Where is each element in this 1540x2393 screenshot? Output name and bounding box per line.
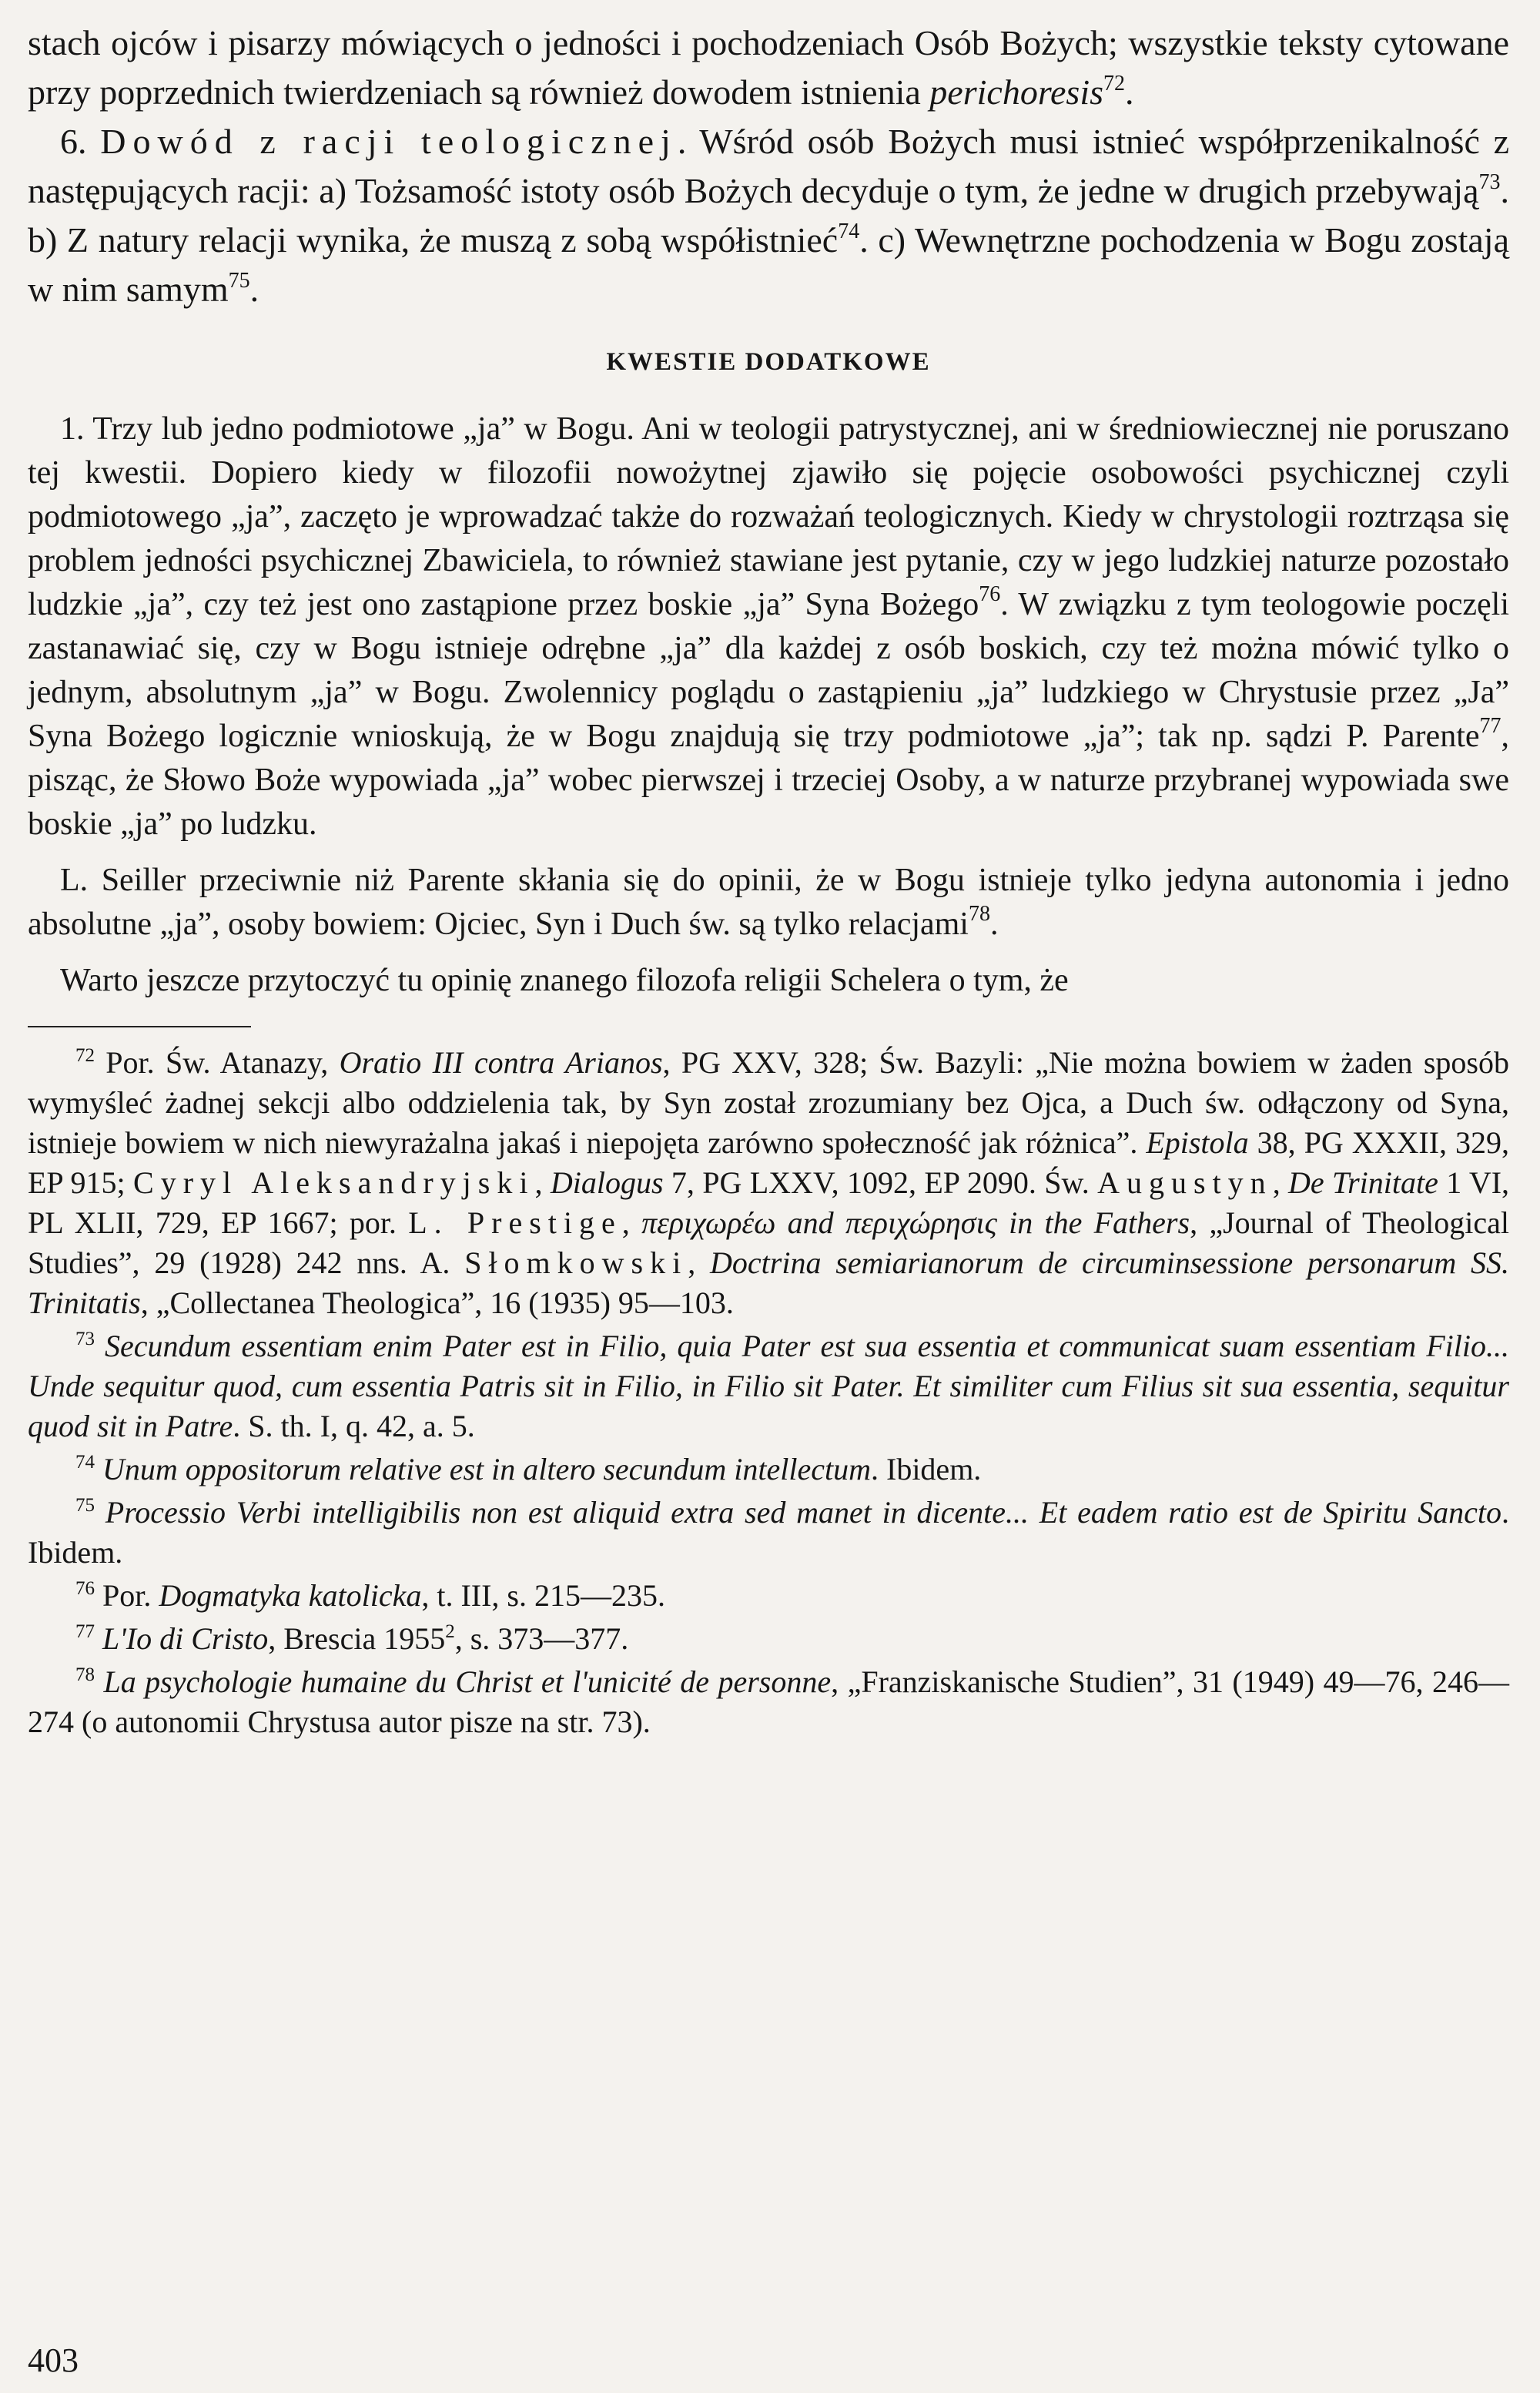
text-run: . S. th. I, q. 42, a. 5. — [233, 1409, 475, 1443]
footnote-73 — [28, 1326, 1509, 1446]
text-run: , „Journal of Theological Studies”, 29 (1928) 242 nns. A. — [28, 1205, 1510, 1280]
paragraph-continuation — [28, 18, 1509, 117]
text-run: , t. III, s. 215—235. — [421, 1578, 665, 1613]
italic-title: Dialogus — [550, 1165, 664, 1200]
additional-questions-text — [28, 407, 1509, 1003]
spaced-author: Augustyn — [1097, 1165, 1273, 1200]
italic-title: L'Io di Cristo — [95, 1621, 269, 1656]
text-run: , — [688, 1245, 711, 1280]
footnote-separator — [28, 1026, 251, 1027]
text-run: , pisząc, że Słowo Boże wypowiada „ja” wobec pierwszej i trzeciej Osoby, a w naturze przybranej wypowiada swe boskie „ja” po ludzku. — [28, 719, 1509, 842]
footnote-ref[interactable]: 77 — [1479, 714, 1502, 738]
text-run: , — [534, 1165, 551, 1200]
text-run: . — [249, 270, 259, 309]
italic-title: περιχωρέω and περιχώρησις in the Fathers — [641, 1205, 1190, 1240]
text-run: 7, PG LXXV, 1092, EP 2090. Św. — [663, 1165, 1098, 1200]
text-run: . — [1125, 72, 1134, 112]
footnote-number: 78 — [75, 1664, 95, 1685]
italic-title: De Trinitate — [1288, 1165, 1438, 1200]
text-run: stach ojców i pisarzy mówiących o jedności i pochodzeniach Osób Bożych; wszystkie teksty cytowane przy poprzednich twierdzeniach są również dowodem istnienia — [28, 23, 1509, 112]
paragraph-seiller — [28, 859, 1509, 947]
footnote-ref[interactable]: 73 — [1478, 170, 1501, 194]
text-run: Por. Św. Atanazy, — [95, 1045, 340, 1080]
paragraph-question-1 — [28, 407, 1509, 846]
italic-title: Oratio III contra Arianos — [339, 1045, 663, 1080]
text-run: . Ibidem. — [871, 1452, 982, 1486]
main-text — [28, 18, 1509, 314]
footnote-number: 72 — [75, 1045, 95, 1066]
footnote-78 — [28, 1662, 1509, 1742]
italic-title: Dogmatyka katolicka — [159, 1578, 422, 1613]
footnote-75 — [28, 1493, 1509, 1573]
paragraph-number: 6. — [60, 122, 101, 161]
footnote-ref[interactable]: 72 — [1103, 72, 1126, 96]
text-run: , Brescia 1955 — [268, 1621, 446, 1656]
footnote-number: 75 — [75, 1495, 95, 1516]
footnote-72 — [28, 1043, 1509, 1323]
paragraph-theological-proof — [28, 117, 1509, 314]
italic-quote: Secundum essentiam enim Pater est in Filio, quia Pater est sua essentia et communicat suam essentiam Filio... Unde sequitur quod, cum essentia Patris sit in Filio, in Filio sit Pater. Et similiter cum Filius sit sua essentia, sequitur quod sit in Patre — [28, 1329, 1509, 1443]
section-heading: KWESTIE DODATKOWE — [606, 348, 931, 376]
text-run: . W związku z tym teologowie poczęli zastanawiać się, czy w Bogu istnieje odrębne „ja” dla każdej z osób boskich, czy też można mówić tylko o jednym, absolutnym „ja” w Bogu. Zwolennicy poglądu o zastąpieniu „ja” ludzkiego w Chrystusie przez „Ja” Syna Bożego logicznie wnioskują, że w Bogu znajdują się trzy podmiotowe „ja”; tak np. sądzi P. Parente — [28, 587, 1509, 754]
italic-quote: Processio Verbi intelligibilis non est aliquid extra sed manet in dicente... Et eadem ratio est de Spiritu Sancto — [95, 1495, 1502, 1530]
footnote-77 — [28, 1619, 1509, 1659]
text-run: , „Franziskanische Studien”, 31 (1949) 49—76, 246—274 (o autonomii Chrystusa autor pisze na str. 73). — [28, 1664, 1509, 1739]
italic-title: Epistola — [1146, 1125, 1249, 1160]
page-number: 403 — [28, 2341, 79, 2379]
text-run: , „Collectanea Theologica”, 16 (1935) 95—103. — [140, 1285, 734, 1320]
spaced-author: L. Prestige — [408, 1205, 622, 1240]
text-run: 1. Trzy lub jedno podmiotowe „ja” w Bogu. Ani w teologii patrystycznej, ani w średniowiecznej nie poruszano tej kwestii. Dopiero kiedy w filozofii nowożytnej zjawiło się pojęcie osobowości psychicznej czyli podmiotowego „ja”, zaczęto je wprowadzać także do rozważań teologicznych. Kiedy w chrystologii roztrząsa się problem jedności psychicznej Zbawiciela, to również stawiane jest pytanie, czy w jego ludzkiej naturze pozostało ludzkie „ja”, czy też jest ono zastąpione przez boskie „ja” Syna Bożego — [28, 411, 1509, 622]
text-run: . Wśród osób Bożych musi istnieć współprzenikalność z następujących racji: a) Tożsamość istoty osób Bożych decyduje o tym, że jedne w drugich przebywają — [28, 122, 1510, 210]
footnote-number: 74 — [75, 1452, 95, 1473]
footnote-number: 73 — [75, 1329, 95, 1349]
text-run: . — [989, 907, 999, 942]
footnote-76 — [28, 1576, 1509, 1616]
italic-quote: Unum oppositorum relative est in altero secundum intellectum — [95, 1452, 871, 1486]
footnote-74 — [28, 1450, 1509, 1490]
footnote-ref[interactable]: 74 — [838, 220, 860, 243]
spaced-author: Słomkowski — [464, 1245, 688, 1280]
text-run: . Ibidem. — [28, 1495, 1509, 1570]
text-run: Por. — [95, 1578, 159, 1613]
footnote-number: 77 — [75, 1621, 95, 1642]
text-run: . b) Z natury relacji wynika, że muszą z sobą współistnieć — [28, 171, 1509, 260]
edition-superscript: 2 — [445, 1621, 455, 1642]
footnote-ref[interactable]: 76 — [979, 582, 1001, 606]
text-run: L. Seiller przeciwnie niż Parente skłania się do opinii, że w Bogu istnieje tylko jedyna autonomia i jedno absolutne „ja”, osoby bowiem: Ojciec, Syn i Duch św. są tylko relacjami — [28, 863, 1509, 942]
footnote-number: 76 — [75, 1578, 95, 1599]
paragraph-scheler: Warto jeszcze przytoczyć tu opinię znanego filozofa religii Schelera o tym, że — [60, 963, 1069, 998]
footnote-ref[interactable]: 75 — [228, 269, 250, 293]
footnotes — [28, 1043, 1509, 1742]
italic-title: Doctrina semiarianorum de circuminsessione personarum SS. Trinitatis — [28, 1245, 1509, 1320]
footnote-ref[interactable]: 78 — [968, 902, 990, 926]
text-run: , PG XXV, 328; Św. Bazyli: „Nie można bowiem w żaden sposób wymyśleć żadnej sekcji albo oddzielenia tak, by Syn został zrozumiany bez Ojca, a Duch św. odłączony od Syna, istnieje bowiem w nich niewyrażalna jakaś i niepojęta zarówno społeczność jak różnica”. — [28, 1045, 1509, 1160]
italic-title: La psychologie humaine du Christ et l'unicité de personne — [95, 1664, 832, 1699]
spaced-author: Cyryl Aleksandryjski — [133, 1165, 535, 1200]
italic-term: perichoresis — [929, 72, 1104, 112]
spaced-heading: Dowód z racji teologicznej — [100, 122, 678, 161]
text-run: 1 VI, PL XLII, 729, EP 1667; por. — [28, 1165, 1510, 1240]
text-run: , — [621, 1205, 642, 1240]
text-run: 38, PG XXXII, 329, EP 915; — [28, 1125, 1510, 1200]
text-run: , s. 373—377. — [454, 1621, 629, 1656]
text-run: , — [1272, 1165, 1289, 1200]
text-run: . c) Wewnętrzne pochodzenia w Bogu zostają w nim samym — [28, 220, 1509, 309]
